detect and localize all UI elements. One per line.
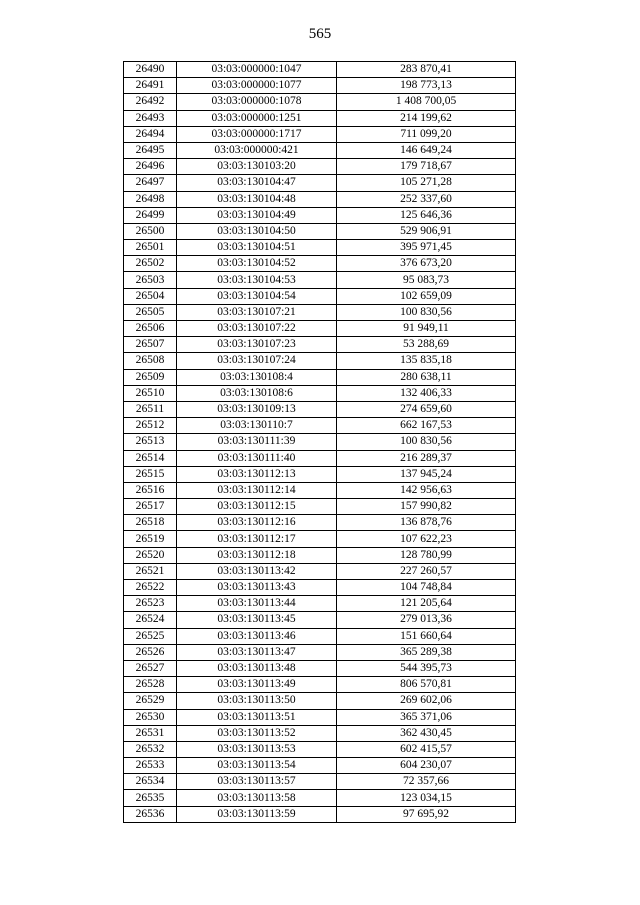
row-number-cell: 26523 <box>124 596 177 612</box>
cadastral-number-cell: 03:03:130111:39 <box>177 434 337 450</box>
row-number-cell: 26490 <box>124 62 177 78</box>
cost-value-cell: 123 034,15 <box>337 790 516 806</box>
cadastral-number-cell: 03:03:000000:1717 <box>177 126 337 142</box>
cost-value-cell: 365 289,38 <box>337 644 516 660</box>
cadastral-number-cell: 03:03:130103:20 <box>177 159 337 175</box>
cadastral-number-cell: 03:03:130104:53 <box>177 272 337 288</box>
cadastral-number-cell: 03:03:130113:44 <box>177 596 337 612</box>
table-row <box>124 401 516 417</box>
table-row <box>124 272 516 288</box>
row-number-cell: 26493 <box>124 110 177 126</box>
cost-value-cell: 151 660,64 <box>337 628 516 644</box>
table-row <box>124 450 516 466</box>
cadastral-number-cell: 03:03:130113:53 <box>177 741 337 757</box>
table-row <box>124 709 516 725</box>
cost-value-cell: 132 406,33 <box>337 385 516 401</box>
cost-value-cell: 283 870,41 <box>337 62 516 78</box>
cadastral-number-cell: 03:03:130104:50 <box>177 223 337 239</box>
cadastral-number-cell: 03:03:130104:48 <box>177 191 337 207</box>
table-row <box>124 142 516 158</box>
table-row <box>124 677 516 693</box>
table-row <box>124 385 516 401</box>
table-row <box>124 94 516 110</box>
cadastral-number-cell: 03:03:130112:18 <box>177 547 337 563</box>
cadastral-number-cell: 03:03:130113:47 <box>177 644 337 660</box>
table-row <box>124 434 516 450</box>
cost-value-cell: 1 408 700,05 <box>337 94 516 110</box>
row-number-cell: 26528 <box>124 677 177 693</box>
row-number-cell: 26530 <box>124 709 177 725</box>
row-number-cell: 26520 <box>124 547 177 563</box>
cost-value-cell: 142 956,63 <box>337 482 516 498</box>
row-number-cell: 26501 <box>124 240 177 256</box>
cadastral-number-cell: 03:03:130104:47 <box>177 175 337 191</box>
table-row <box>124 126 516 142</box>
table-row <box>124 466 516 482</box>
row-number-cell: 26495 <box>124 142 177 158</box>
row-number-cell: 26519 <box>124 531 177 547</box>
cost-value-cell: 198 773,13 <box>337 78 516 94</box>
row-number-cell: 26498 <box>124 191 177 207</box>
cost-value-cell: 280 638,11 <box>337 369 516 385</box>
cadastral-number-cell: 03:03:000000:1078 <box>177 94 337 110</box>
row-number-cell: 26536 <box>124 806 177 822</box>
table-row <box>124 304 516 320</box>
table-row <box>124 644 516 660</box>
cost-value-cell: 216 289,37 <box>337 450 516 466</box>
row-number-cell: 26515 <box>124 466 177 482</box>
cost-value-cell: 125 646,36 <box>337 207 516 223</box>
row-number-cell: 26512 <box>124 418 177 434</box>
table-row <box>124 563 516 579</box>
cost-value-cell: 279 013,36 <box>337 612 516 628</box>
row-number-cell: 26499 <box>124 207 177 223</box>
table-row <box>124 758 516 774</box>
row-number-cell: 26494 <box>124 126 177 142</box>
cost-value-cell: 136 878,76 <box>337 515 516 531</box>
cost-value-cell: 227 260,57 <box>337 563 516 579</box>
row-number-cell: 26514 <box>124 450 177 466</box>
cadastral-number-cell: 03:03:130112:16 <box>177 515 337 531</box>
cadastral-number-cell: 03:03:130113:58 <box>177 790 337 806</box>
table-row <box>124 628 516 644</box>
cadastral-number-cell: 03:03:130110:7 <box>177 418 337 434</box>
cadastral-number-cell: 03:03:000000:1047 <box>177 62 337 78</box>
table-row <box>124 482 516 498</box>
row-number-cell: 26524 <box>124 612 177 628</box>
row-number-cell: 26491 <box>124 78 177 94</box>
table-row <box>124 515 516 531</box>
cadastral-number-cell: 03:03:130108:6 <box>177 385 337 401</box>
cost-value-cell: 107 622,23 <box>337 531 516 547</box>
table-row <box>124 499 516 515</box>
cost-value-cell: 362 430,45 <box>337 725 516 741</box>
cadastral-number-cell: 03:03:000000:1251 <box>177 110 337 126</box>
row-number-cell: 26506 <box>124 321 177 337</box>
cost-value-cell: 91 949,11 <box>337 321 516 337</box>
cadastral-number-cell: 03:03:130112:14 <box>177 482 337 498</box>
table-row <box>124 596 516 612</box>
table-row <box>124 256 516 272</box>
cost-value-cell: 214 199,62 <box>337 110 516 126</box>
cost-value-cell: 395 971,45 <box>337 240 516 256</box>
cadastral-number-cell: 03:03:130113:45 <box>177 612 337 628</box>
table-row <box>124 418 516 434</box>
cost-value-cell: 121 205,64 <box>337 596 516 612</box>
table-row <box>124 288 516 304</box>
cadastral-number-cell: 03:03:000000:1077 <box>177 78 337 94</box>
cadastral-number-cell: 03:03:130113:54 <box>177 758 337 774</box>
row-number-cell: 26509 <box>124 369 177 385</box>
cadastral-number-cell: 03:03:130111:40 <box>177 450 337 466</box>
table-row <box>124 191 516 207</box>
cost-value-cell: 97 695,92 <box>337 806 516 822</box>
table-row <box>124 774 516 790</box>
table-row <box>124 78 516 94</box>
row-number-cell: 26497 <box>124 175 177 191</box>
cadastral-number-cell: 03:03:130109:13 <box>177 401 337 417</box>
table-row <box>124 159 516 175</box>
cost-value-cell: 179 718,67 <box>337 159 516 175</box>
table-row <box>124 321 516 337</box>
page-number: 565 <box>308 26 332 42</box>
table-row <box>124 369 516 385</box>
cadastral-number-cell: 03:03:130113:51 <box>177 709 337 725</box>
cadastral-number-cell: 03:03:130113:57 <box>177 774 337 790</box>
table-row <box>124 223 516 239</box>
cadastral-number-cell: 03:03:130112:15 <box>177 499 337 515</box>
cost-value-cell: 104 748,84 <box>337 580 516 596</box>
cadastral-number-cell: 03:03:130113:59 <box>177 806 337 822</box>
cadastral-number-cell: 03:03:130104:51 <box>177 240 337 256</box>
row-number-cell: 26525 <box>124 628 177 644</box>
row-number-cell: 26533 <box>124 758 177 774</box>
table-row <box>124 353 516 369</box>
row-number-cell: 26531 <box>124 725 177 741</box>
cadastral-number-cell: 03:03:130108:4 <box>177 369 337 385</box>
table-row <box>124 62 516 78</box>
row-number-cell: 26517 <box>124 499 177 515</box>
cadastral-number-cell: 03:03:130107:24 <box>177 353 337 369</box>
row-number-cell: 26534 <box>124 774 177 790</box>
table-row <box>124 580 516 596</box>
row-number-cell: 26526 <box>124 644 177 660</box>
cost-value-cell: 95 083,73 <box>337 272 516 288</box>
cost-value-cell: 711 099,20 <box>337 126 516 142</box>
row-number-cell: 26516 <box>124 482 177 498</box>
cost-value-cell: 100 830,56 <box>337 304 516 320</box>
table-row <box>124 612 516 628</box>
row-number-cell: 26508 <box>124 353 177 369</box>
cost-value-cell: 137 945,24 <box>337 466 516 482</box>
cost-value-cell: 604 230,07 <box>337 758 516 774</box>
cost-value-cell: 529 906,91 <box>337 223 516 239</box>
row-number-cell: 26500 <box>124 223 177 239</box>
cost-value-cell: 157 990,82 <box>337 499 516 515</box>
cost-value-cell: 102 659,09 <box>337 288 516 304</box>
cadastral-number-cell: 03:03:130113:43 <box>177 580 337 596</box>
cost-value-cell: 105 271,28 <box>337 175 516 191</box>
cadastral-number-cell: 03:03:130107:22 <box>177 321 337 337</box>
row-number-cell: 26507 <box>124 337 177 353</box>
cost-value-cell: 274 659,60 <box>337 401 516 417</box>
cost-value-cell: 365 371,06 <box>337 709 516 725</box>
row-number-cell: 26504 <box>124 288 177 304</box>
cost-value-cell: 602 415,57 <box>337 741 516 757</box>
table-row <box>124 725 516 741</box>
table-row <box>124 693 516 709</box>
table-row <box>124 240 516 256</box>
cost-value-cell: 252 337,60 <box>337 191 516 207</box>
cost-value-cell: 72 357,66 <box>337 774 516 790</box>
registry-table-body <box>124 62 516 823</box>
cadastral-number-cell: 03:03:130113:48 <box>177 660 337 676</box>
row-number-cell: 26522 <box>124 580 177 596</box>
row-number-cell: 26505 <box>124 304 177 320</box>
cost-value-cell: 53 288,69 <box>337 337 516 353</box>
cost-value-cell: 135 835,18 <box>337 353 516 369</box>
cadastral-number-cell: 03:03:130112:13 <box>177 466 337 482</box>
cost-value-cell: 146 649,24 <box>337 142 516 158</box>
table-row <box>124 660 516 676</box>
cost-value-cell: 376 673,20 <box>337 256 516 272</box>
cadastral-number-cell: 03:03:130104:54 <box>177 288 337 304</box>
cadastral-number-cell: 03:03:130113:52 <box>177 725 337 741</box>
registry-table <box>123 61 516 823</box>
cadastral-number-cell: 03:03:130113:46 <box>177 628 337 644</box>
cadastral-number-cell: 03:03:130104:52 <box>177 256 337 272</box>
cost-value-cell: 544 395,73 <box>337 660 516 676</box>
cadastral-number-cell: 03:03:130107:23 <box>177 337 337 353</box>
cadastral-number-cell: 03:03:130104:49 <box>177 207 337 223</box>
table-row <box>124 806 516 822</box>
table-row <box>124 531 516 547</box>
table-row <box>124 175 516 191</box>
cadastral-number-cell: 03:03:130113:50 <box>177 693 337 709</box>
cost-value-cell: 128 780,99 <box>337 547 516 563</box>
row-number-cell: 26492 <box>124 94 177 110</box>
cost-value-cell: 806 570,81 <box>337 677 516 693</box>
row-number-cell: 26496 <box>124 159 177 175</box>
cost-value-cell: 100 830,56 <box>337 434 516 450</box>
table-row <box>124 547 516 563</box>
cadastral-number-cell: 03:03:130112:17 <box>177 531 337 547</box>
table-row <box>124 790 516 806</box>
row-number-cell: 26510 <box>124 385 177 401</box>
row-number-cell: 26527 <box>124 660 177 676</box>
row-number-cell: 26511 <box>124 401 177 417</box>
table-row <box>124 337 516 353</box>
row-number-cell: 26513 <box>124 434 177 450</box>
table-row <box>124 741 516 757</box>
row-number-cell: 26521 <box>124 563 177 579</box>
cost-value-cell: 269 602,06 <box>337 693 516 709</box>
cadastral-number-cell: 03:03:000000:421 <box>177 142 337 158</box>
row-number-cell: 26529 <box>124 693 177 709</box>
table-row <box>124 207 516 223</box>
cadastral-number-cell: 03:03:130113:49 <box>177 677 337 693</box>
row-number-cell: 26518 <box>124 515 177 531</box>
table-row <box>124 110 516 126</box>
row-number-cell: 26532 <box>124 741 177 757</box>
cadastral-number-cell: 03:03:130113:42 <box>177 563 337 579</box>
row-number-cell: 26503 <box>124 272 177 288</box>
cadastral-number-cell: 03:03:130107:21 <box>177 304 337 320</box>
row-number-cell: 26502 <box>124 256 177 272</box>
cost-value-cell: 662 167,53 <box>337 418 516 434</box>
row-number-cell: 26535 <box>124 790 177 806</box>
